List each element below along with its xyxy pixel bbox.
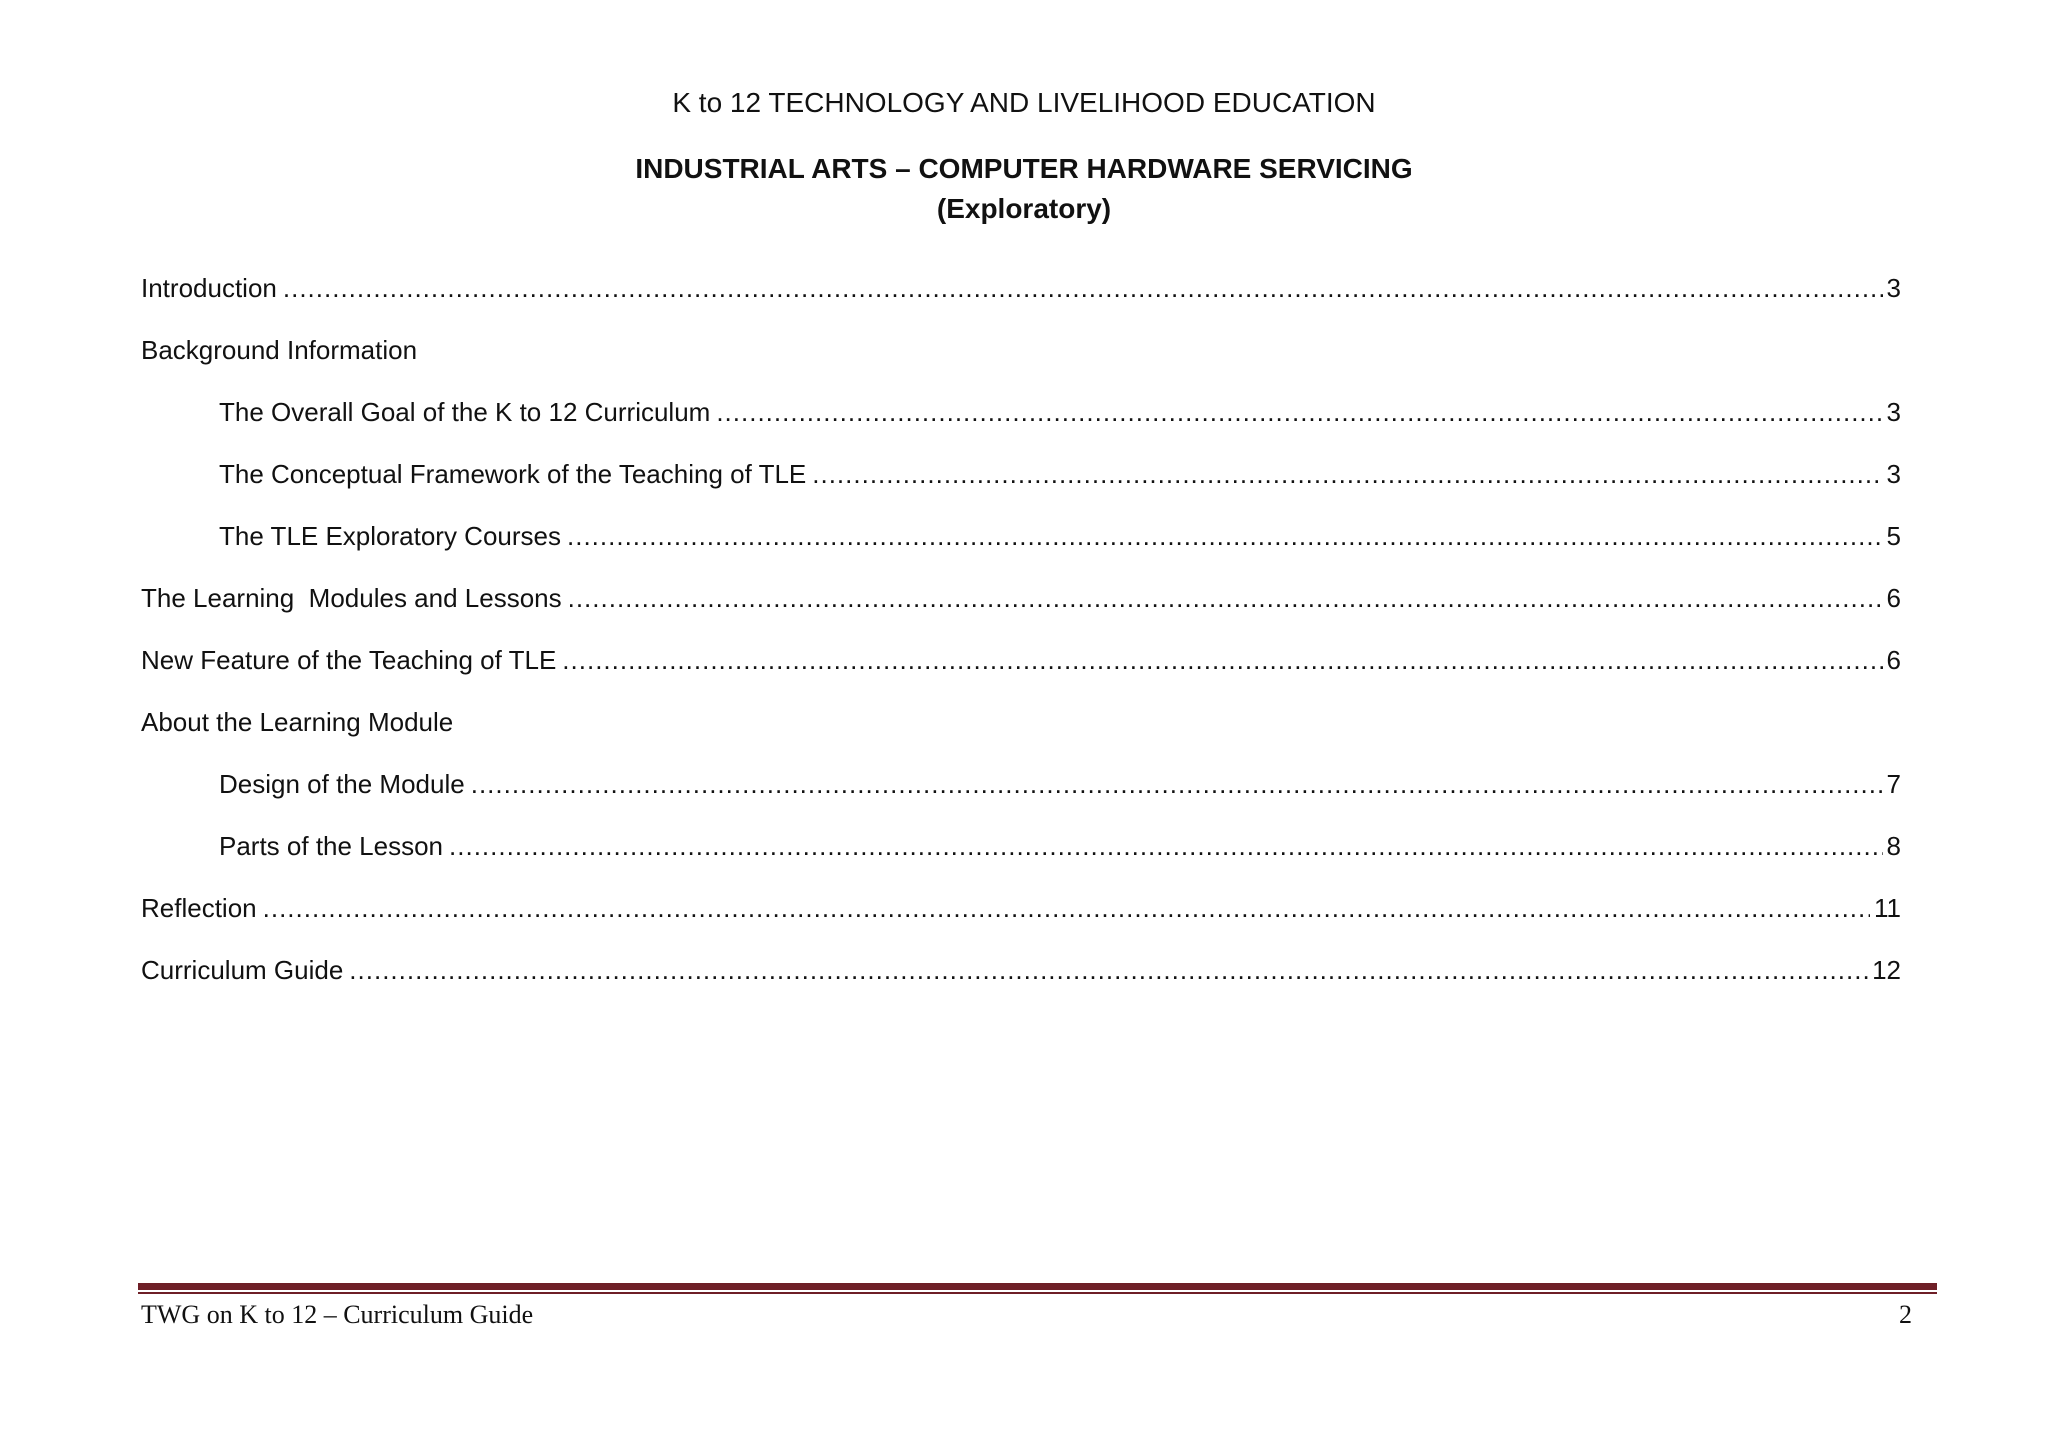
toc-entry-parts-of-lesson[interactable] (141, 826, 1901, 888)
toc-page-number: 3 (1886, 459, 1901, 489)
toc-entry-label: About the Learning Module (141, 707, 454, 737)
subtitle-line-1: INDUSTRIAL ARTS – COMPUTER HARDWARE SERVICING (635, 153, 1413, 184)
footer-rule-thick (138, 1283, 1937, 1290)
toc-dot-leader (283, 268, 1883, 308)
footer-page-number: 2 (1899, 1300, 1912, 1329)
toc-page-number: 8 (1886, 831, 1901, 861)
subtitle-line-2: (Exploratory) (936, 193, 1112, 224)
toc-entry-curriculum-guide[interactable] (141, 950, 1901, 1012)
document-title: K to 12 TECHNOLOGY AND LIVELIHOOD EDUCATION (672, 87, 1376, 118)
toc-dot-leader (716, 392, 1882, 432)
toc-dot-leader (812, 454, 1882, 494)
toc-entry-conceptual-framework[interactable] (141, 454, 1901, 516)
toc-page-number: 5 (1886, 521, 1901, 551)
toc-entry-label: New Feature of the Teaching of TLE (141, 645, 557, 675)
footer-rule-thin (138, 1292, 1937, 1294)
toc-entry-label: Background Information (141, 335, 418, 365)
toc-entry-label: The TLE Exploratory Courses (219, 521, 561, 551)
toc-dot-leader (349, 950, 1868, 990)
toc-dot-leader (567, 516, 1883, 556)
toc-entry-label: Curriculum Guide (141, 955, 344, 985)
toc-dot-leader (471, 764, 1883, 804)
toc-page-number: 3 (1886, 397, 1901, 427)
table-of-contents (141, 268, 1901, 1012)
toc-entry-overall-goal[interactable] (141, 392, 1901, 454)
toc-entry-reflection[interactable] (141, 888, 1901, 950)
toc-page-number: 12 (1872, 955, 1901, 985)
toc-entry-label: Design of the Module (219, 769, 465, 799)
toc-entry-label: Introduction (141, 273, 277, 303)
toc-entry-label: The Learning Modules and Lessons (141, 583, 562, 613)
toc-entry-introduction[interactable] (141, 268, 1901, 330)
footer-text: TWG on K to 12 – Curriculum Guide (141, 1300, 534, 1329)
toc-entry-label: The Conceptual Framework of the Teaching of TLE (219, 459, 807, 489)
toc-entry-label: The Overall Goal of the K to 12 Curriculum (219, 397, 711, 427)
toc-page-number: 3 (1886, 273, 1901, 303)
toc-page-number: 6 (1886, 645, 1901, 675)
toc-dot-leader (449, 826, 1883, 866)
toc-page-number: 7 (1886, 769, 1901, 799)
toc-entry-new-feature[interactable] (141, 640, 1901, 702)
toc-entry-label: Reflection (141, 893, 257, 923)
toc-dot-leader (562, 640, 1882, 680)
toc-entry-background-information[interactable] (141, 330, 1901, 392)
toc-entry-design-of-module[interactable] (141, 764, 1901, 826)
toc-dot-leader (568, 578, 1883, 618)
toc-entry-about-learning-module[interactable] (141, 702, 1901, 764)
toc-dot-leader (263, 888, 1870, 928)
document-subtitle (0, 149, 2048, 229)
toc-page-number: 11 (1874, 893, 1901, 923)
toc-page-number: 6 (1886, 583, 1901, 613)
toc-entry-exploratory-courses[interactable] (141, 516, 1901, 578)
toc-entry-learning-modules[interactable] (141, 578, 1901, 640)
toc-entry-label: Parts of the Lesson (219, 831, 444, 861)
